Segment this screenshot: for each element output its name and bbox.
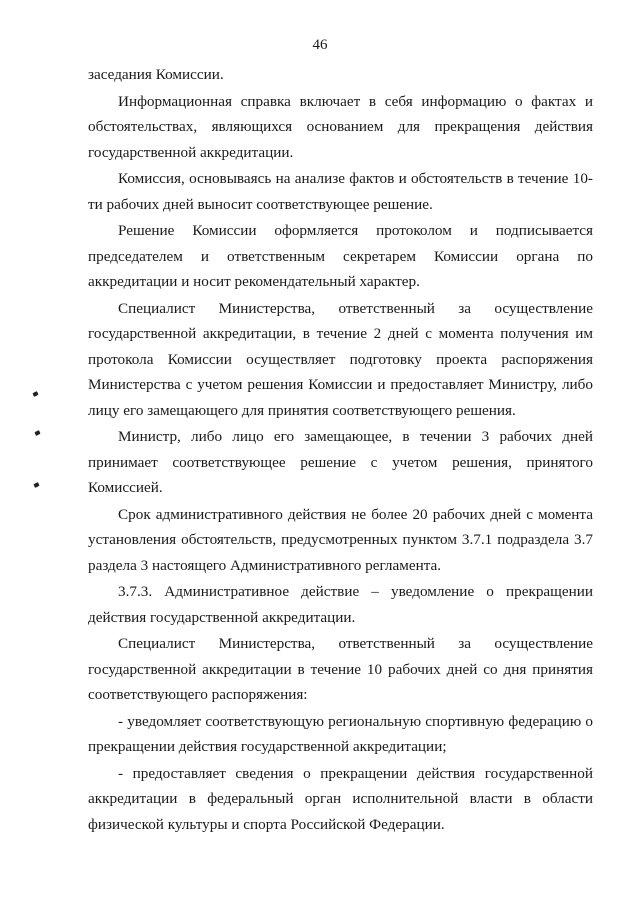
paragraph: Срок административного действия не более 20 рабочих дней с момента установления обстоятельств, предусмотренных пунктом 3.7.1 подраздела 3.7 раздела 3 настоящего Административного регламента.	[88, 505, 593, 574]
paragraph: Решение Комиссии оформляется протоколом и подписывается председателем и ответственным секретарем Комиссии органа по аккредитации и носит рекомендательный характер.	[88, 222, 593, 290]
page-number: 46	[312, 37, 328, 53]
paragraph: Комиссия, основываясь на анализе фактов и обстоятельств в течение 10-ти рабочих дней выносит соответствующее решение.	[88, 170, 593, 213]
paragraph: 3.7.3. Административное действие – уведомление о прекращении действия государственной аккредитации.	[88, 583, 593, 626]
paragraph: Информационная справка включает в себя информацию о фактах и обстоятельствах, являющихся основанием для прекращения действия государственной аккредитации.	[88, 92, 593, 161]
paragraph: Специалист Министерства, ответственный за осуществление государственной аккредитации, в течение 2 дней с момента получения им протокола Комиссии осуществляет подготовку проекта распоряжения Министерства с учетом решения Комиссии и предоставляет Министру, либо лицу его замещающего для принятия соответствующего решения.	[88, 299, 593, 419]
paragraph: Специалист Министерства, ответственный за осуществление государственной аккредитации в течение 10 рабочих дней со дня принятия соответствующего распоряжения:	[88, 635, 593, 703]
paragraph: - предоставляет сведения о прекращении действия государственной аккредитации в федеральный орган исполнительной власти в области физической культуры и спорта Российской Федерации.	[88, 764, 593, 833]
paragraph: Министр, либо лицо его замещающее, в течении 3 рабочих дней принимает соответствующее решение с учетом решения, принятого Комиссией.	[88, 428, 593, 496]
paragraph: - уведомляет соответствующую региональную спортивную федерацию о прекращении действия государственной аккредитации;	[88, 712, 593, 755]
scan-mark	[34, 430, 40, 436]
scan-mark	[32, 391, 38, 397]
document-body	[88, 62, 593, 837]
scan-mark	[33, 482, 39, 488]
paragraph: заседания Комиссии.	[88, 66, 224, 83]
